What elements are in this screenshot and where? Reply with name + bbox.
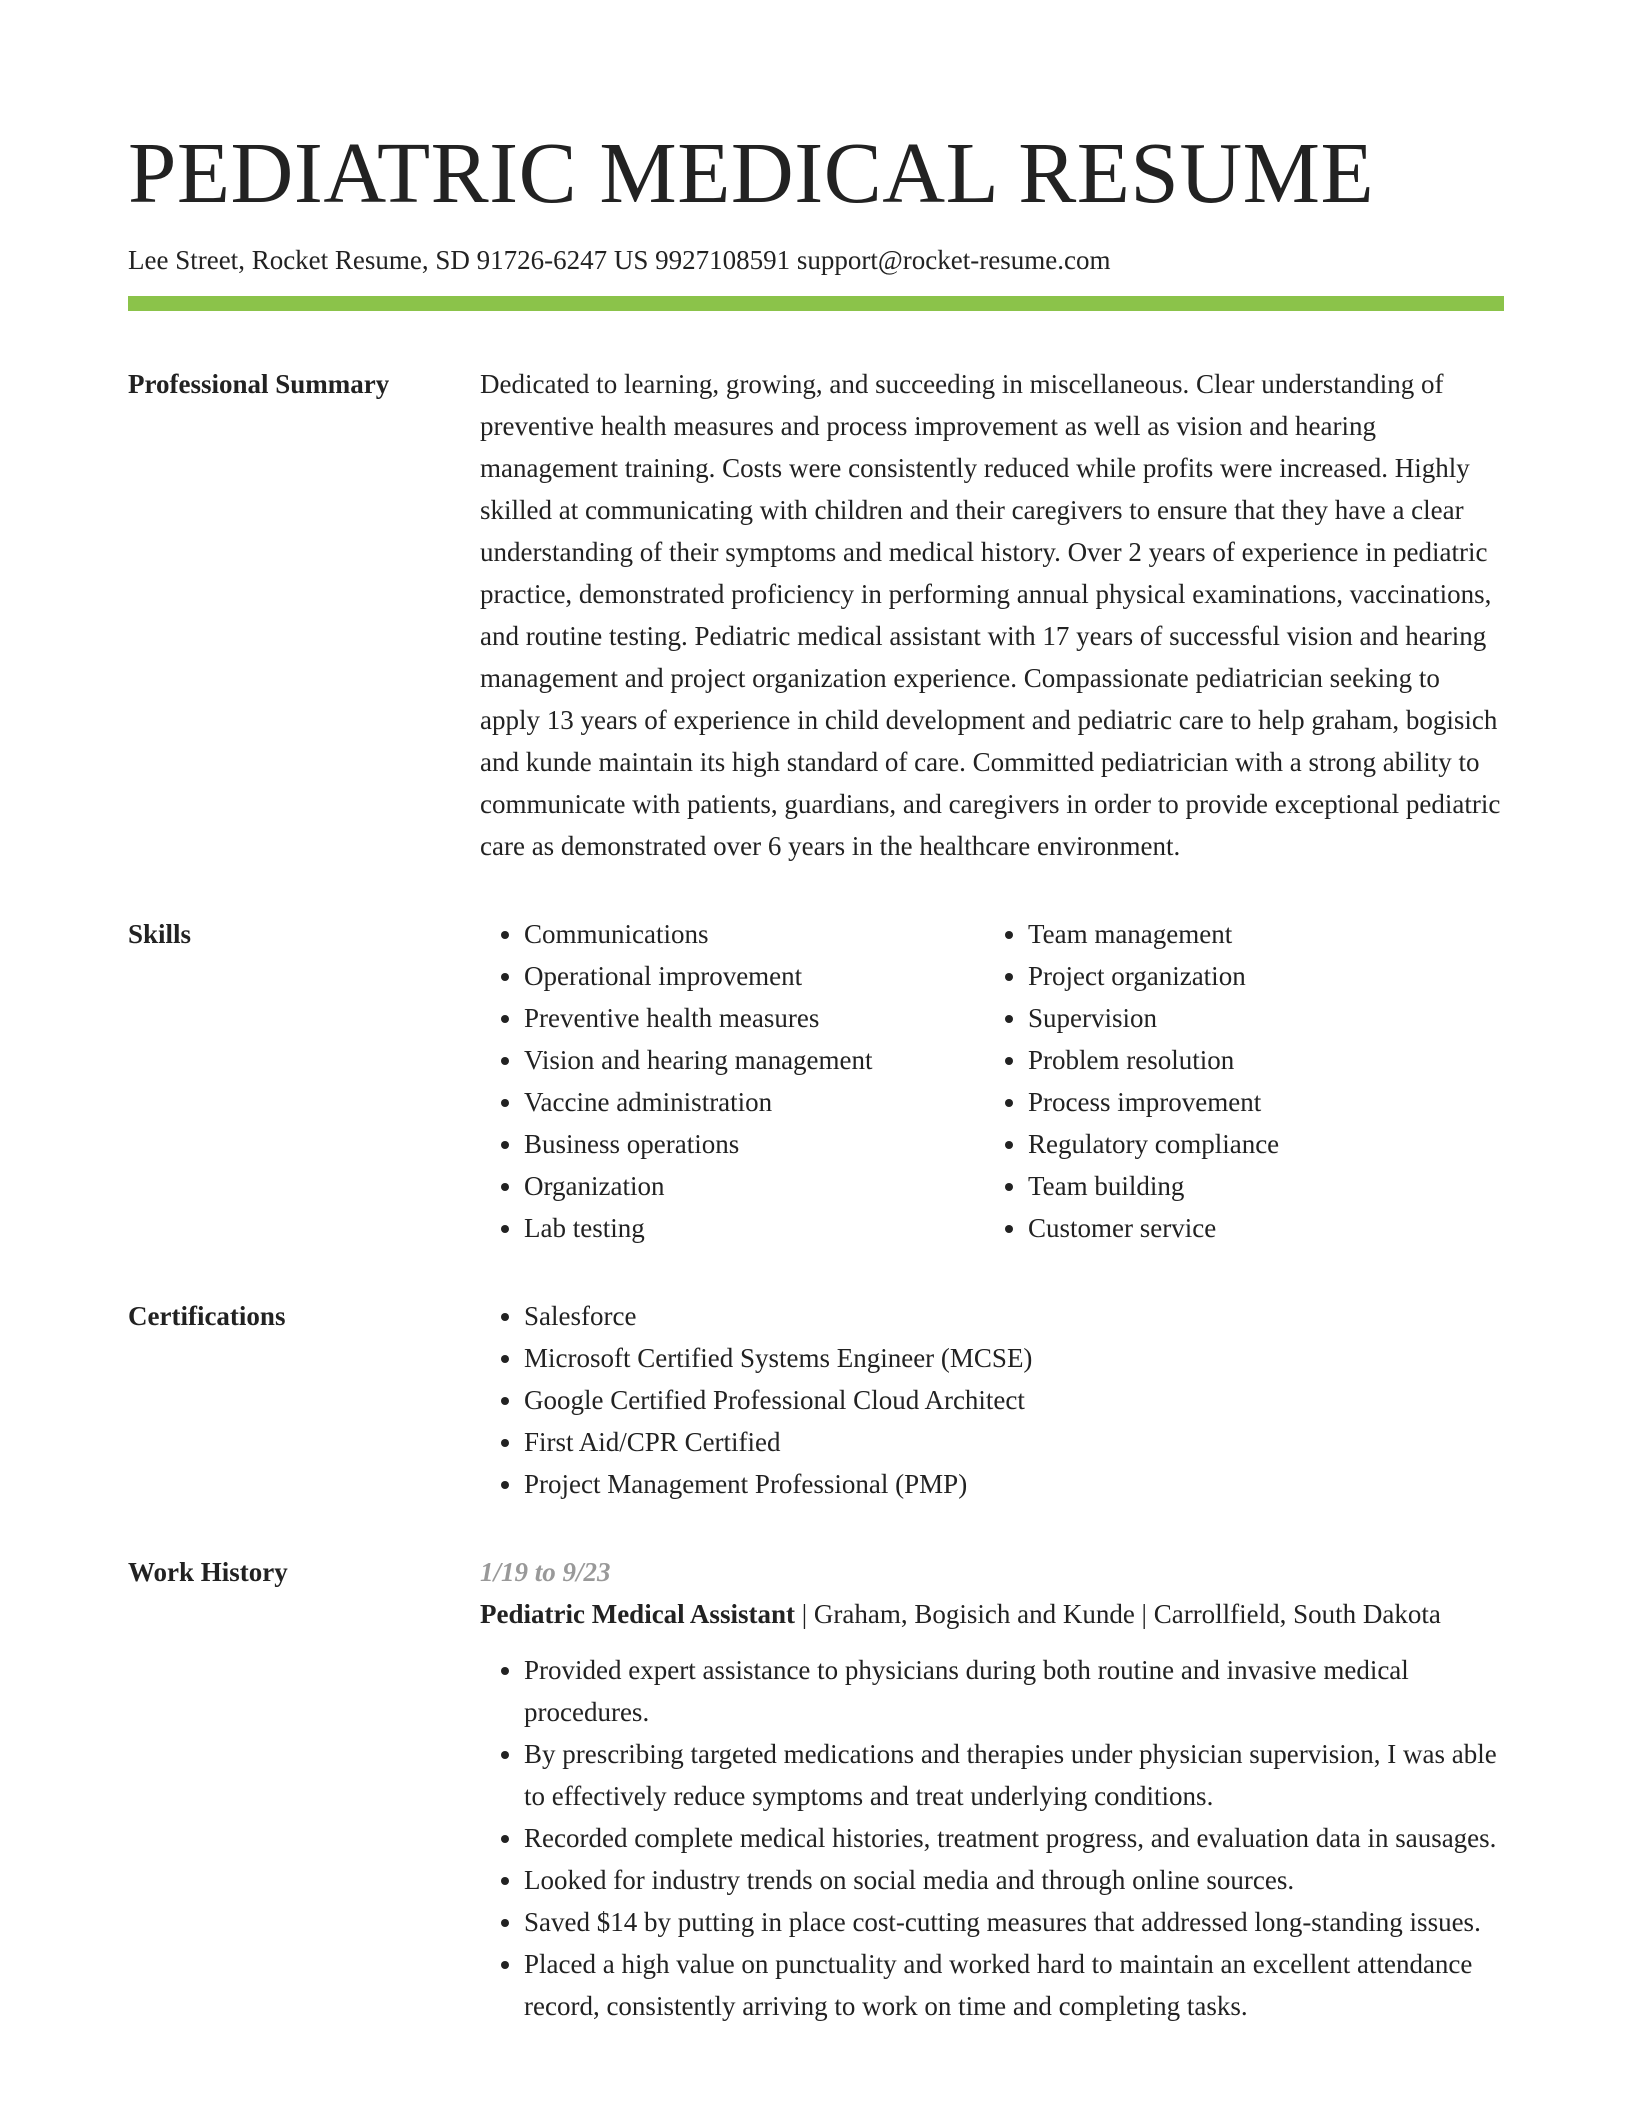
skill-item: • Preventive health measures (524, 997, 984, 1039)
resume-title: PEDIATRIC MEDICAL RESUME (128, 124, 1375, 221)
skill-item: • Supervision (1028, 997, 1488, 1039)
job-date-range: 1/19 to 9/23 (480, 1557, 611, 1587)
skills-list-left (480, 913, 984, 1249)
skill-item: • Process improvement (1028, 1081, 1488, 1123)
skill-item: • Organization (524, 1165, 984, 1207)
job-title: Pediatric Medical Assistant (480, 1599, 795, 1629)
skill-item: • Project organization (1028, 955, 1488, 997)
skill-item: • Lab testing (524, 1207, 984, 1249)
job-bullets (480, 1649, 1504, 2027)
certification-item: • Microsoft Certified Systems Engineer (MCSE) (524, 1337, 1504, 1379)
certification-item: • First Aid/CPR Certified (524, 1421, 1504, 1463)
skill-item: • Regulatory compliance (1028, 1123, 1488, 1165)
certifications-section (128, 1295, 1504, 1505)
skill-item: • Team building (1028, 1165, 1488, 1207)
skill-item: • Business operations (524, 1123, 984, 1165)
job-employer-location: | Graham, Bogisich and Kunde | Carrollfield, South Dakota (794, 1599, 1441, 1629)
contact-line: Lee Street, Rocket Resume, SD 91726-6247 US 9927108591 support@rocket-resume.com (128, 245, 1111, 275)
skills-section (128, 913, 1504, 1249)
certifications-label: Certifications (128, 1301, 286, 1331)
certification-item: • Salesforce (524, 1295, 1504, 1337)
skill-item: • Communications (524, 913, 984, 955)
certification-item: • Google Certified Professional Cloud Architect (524, 1379, 1504, 1421)
work-history-section (128, 1551, 1504, 2027)
skills-label: Skills (128, 919, 192, 949)
skill-item: • Vision and hearing management (524, 1039, 984, 1081)
summary-text: Dedicated to learning, growing, and succeeding in miscellaneous. Clear understanding of preventive health measures and process improvement as well as vision and hearing management training. Costs were consistently reduced while profits were increased. Highly skilled at communicating with children and their caregivers to ensure that they have a clear understanding of their symptoms and medical history. Over 2 years of experience in pediatric practice, demonstrated proficiency in performing annual physical examinations, vaccinations, and routine testing. Pediatric medical assistant with 17 years of successful vision and hearing management and project organization experience. Compassionate pediatrician seeking to apply 13 years of experience in child development and pediatric care to help graham, bogisich and kunde maintain its high standard of care. Committed pediatrician with a strong ability to communicate with patients, guardians, and caregivers in order to provide exceptional pediatric care as demonstrated over 6 years in the healthcare environment. (480, 369, 1501, 861)
job-bullet: • Recorded complete medical histories, treatment progress, and evaluation data in sausages. (524, 1817, 1504, 1859)
job-bullet: • Provided expert assistance to physicians during both routine and invasive medical procedures. (524, 1649, 1504, 1733)
skill-item: • Team management (1028, 913, 1488, 955)
job-heading (480, 1593, 1504, 1635)
summary-label: Professional Summary (128, 369, 390, 399)
certification-item: • Project Management Professional (PMP) (524, 1463, 1504, 1505)
summary-section (128, 363, 1504, 867)
skill-item: • Vaccine administration (524, 1081, 984, 1123)
skill-item: • Problem resolution (1028, 1039, 1488, 1081)
skill-item: • Operational improvement (524, 955, 984, 997)
job-bullet: • Placed a high value on punctuality and worked hard to maintain an excellent attendance record, consistently arriving to work on time and completing tasks. (524, 1943, 1504, 2027)
work-history-label: Work History (128, 1557, 288, 1587)
skills-list-right (984, 913, 1488, 1249)
accent-divider (128, 296, 1504, 311)
certifications-list (480, 1295, 1504, 1505)
skill-item: • Customer service (1028, 1207, 1488, 1249)
job-bullet: • Saved $14 by putting in place cost-cutting measures that addressed long-standing issues. (524, 1901, 1504, 1943)
job-bullet: • By prescribing targeted medications and therapies under physician supervision, I was able to effectively reduce symptoms and treat underlying conditions. (524, 1733, 1504, 1817)
job-bullet: • Looked for industry trends on social media and through online sources. (524, 1859, 1504, 1901)
